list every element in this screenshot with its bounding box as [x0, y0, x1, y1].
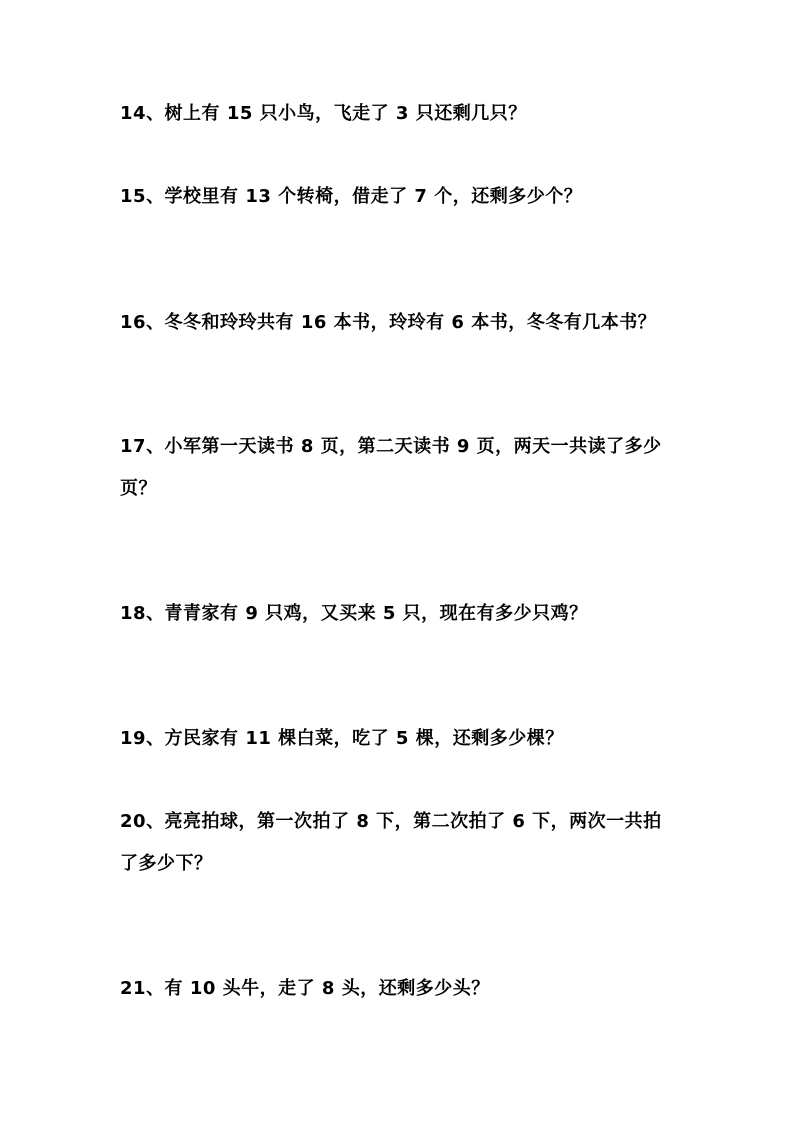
question-16: [120, 302, 680, 344]
question-15: [120, 176, 680, 218]
question-text: 、青青家有 9 只鸡，又买来 5 只，现在有多少只鸡？: [146, 603, 588, 624]
question-number: 19: [120, 728, 147, 749]
question-number: 15: [120, 186, 147, 207]
question-text: 、亮亮拍球，第一次拍了 8 下，第二次拍了 6 下，两次一共拍了多少下？: [120, 811, 662, 874]
question-text: 、有 10 头牛，走了 8 头，还剩多少头？: [146, 978, 490, 999]
question-number: 17: [120, 436, 147, 457]
question-text: 、树上有 15 只小鸟，飞走了 3 只还剩几只？: [146, 103, 527, 124]
question-text: 、小军第一天读书 8 页，第二天读书 9 页，两天一共读了多少页？: [120, 436, 662, 499]
question-18: [120, 593, 680, 635]
question-17: [120, 426, 680, 510]
question-number: 21: [120, 978, 147, 999]
question-number: 14: [120, 103, 147, 124]
question-21: [120, 968, 680, 1010]
question-text: 、学校里有 13 个转椅，借走了 7 个，还剩多少个？: [146, 186, 583, 207]
question-number: 16: [120, 312, 147, 333]
question-14: [120, 93, 680, 135]
question-19: [120, 718, 680, 760]
question-number: 20: [120, 811, 147, 832]
question-20: [120, 801, 680, 885]
question-text: 、冬冬和玲玲共有 16 本书，玲玲有 6 本书，冬冬有几本书？: [146, 312, 657, 333]
question-text: 、方民家有 11 棵白菜，吃了 5 棵，还剩多少棵？: [146, 728, 564, 749]
question-number: 18: [120, 603, 147, 624]
